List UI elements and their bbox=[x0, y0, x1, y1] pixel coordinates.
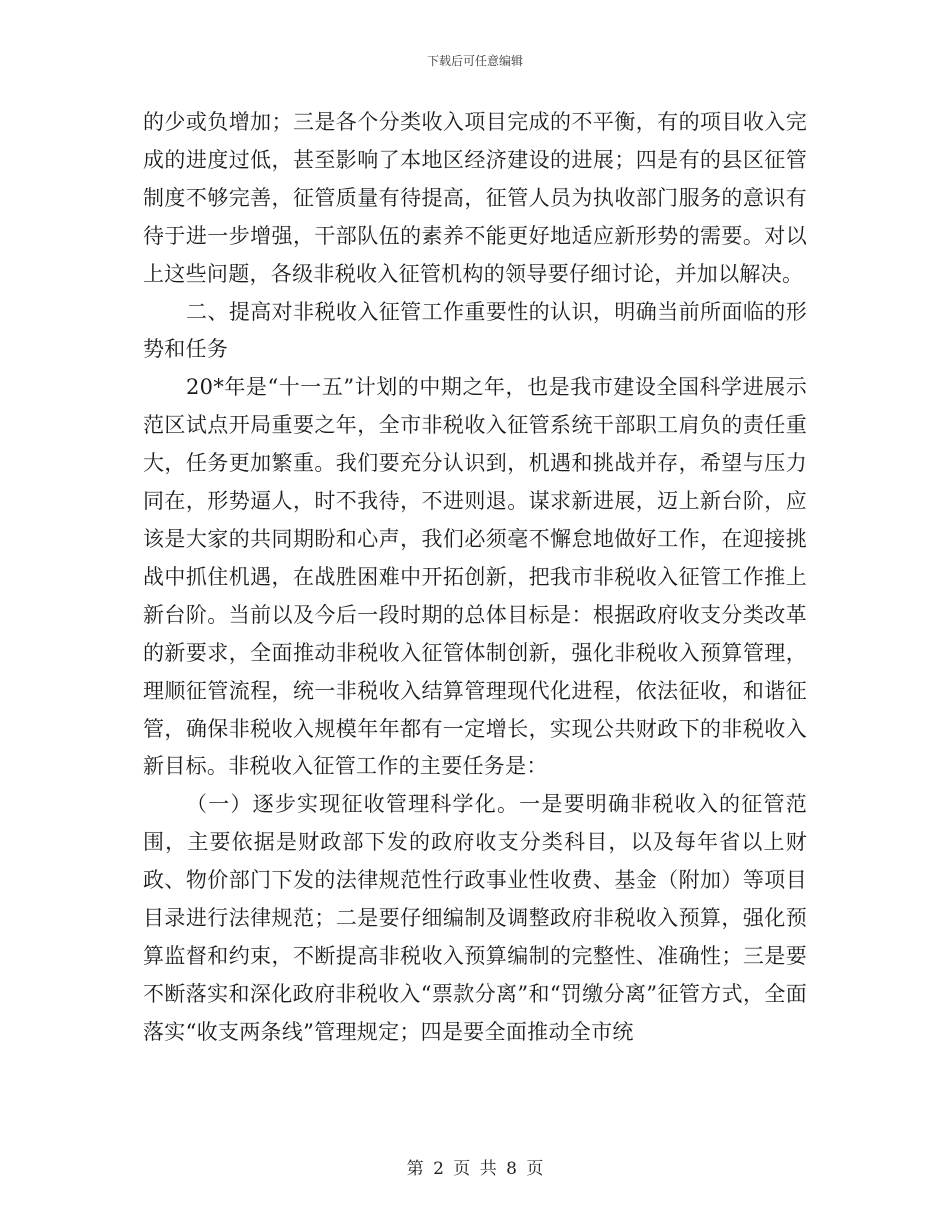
document-body bbox=[143, 104, 807, 1052]
paragraph-3: （一）逐步实现征收管理科学化。一是要明确非税收入的征管范围，主要依据是财政部下发的政府收支分类科目，以及每年省以上财政、物价部门下发的法律规范性行政事业性收费、基金（附加）等项目目录进行法律规范；二是要仔细编制及调整政府非税收入预算，强化预算监督和约束，不断提高非税收入预算编制的完整性、准确性；三是要不断落实和深化政府非税收入“票款分离”和“罚缴分离”征管方式，全面落实“收支两条线”管理规定；四是要全面推动全市统 bbox=[143, 792, 807, 1044]
paragraph-2: 20*年是“十一五”计划的中期之年，也是我市建设全国科学进展示范区试点开局重要之年，全市非税收入征管系统干部职工肩负的责任重大，任务更加繁重。我们要充分认识到，机遇和挑战并存，希望与压力同在，形势逼人，时不我待，不进则退。谋求新进展，迈上新台阶，应该是大家的共同期盼和心声，我们必须毫不懈怠地做好工作，在迎接挑战中抓住机遇，在战胜困难中开拓创新，把我市非税收入征管工作推上新台阶。当前以及今后一段时期的总体目标是：根据政府收支分类改革的新要求，全面推动非税收入征管体制创新，强化非税收入预算管理，理顺征管流程，统一非税收入结算管理现代化进程，依法征收，和谐征管，确保非税收入规模年年都有一定增长，实现公共财政下的非税收入新目标。非税收入征管工作的主要任务是： bbox=[143, 375, 807, 779]
page-number: 第 2 页 共 8 页 bbox=[406, 1159, 544, 1179]
section-heading: 二、提高对非税收入征管工作重要性的认识，明确当前所面临的形势和任务 bbox=[143, 299, 807, 362]
paragraph-1: 的少或负增加；三是各个分类收入项目完成的不平衡，有的项目收入完成的进度过低，甚至影响了本地区经济建设的进展；四是有的县区征管制度不够完善，征管质量有待提高，征管人员为执收部门服务的意识有待于进一步增强，干部队伍的素养不能更好地适应新形势的需要。对以上这些问题，各级非税收入征管机构的领导要仔细讨论，并加以解决。 bbox=[143, 110, 807, 286]
page-header: 下载后可任意编辑 bbox=[426, 54, 523, 68]
